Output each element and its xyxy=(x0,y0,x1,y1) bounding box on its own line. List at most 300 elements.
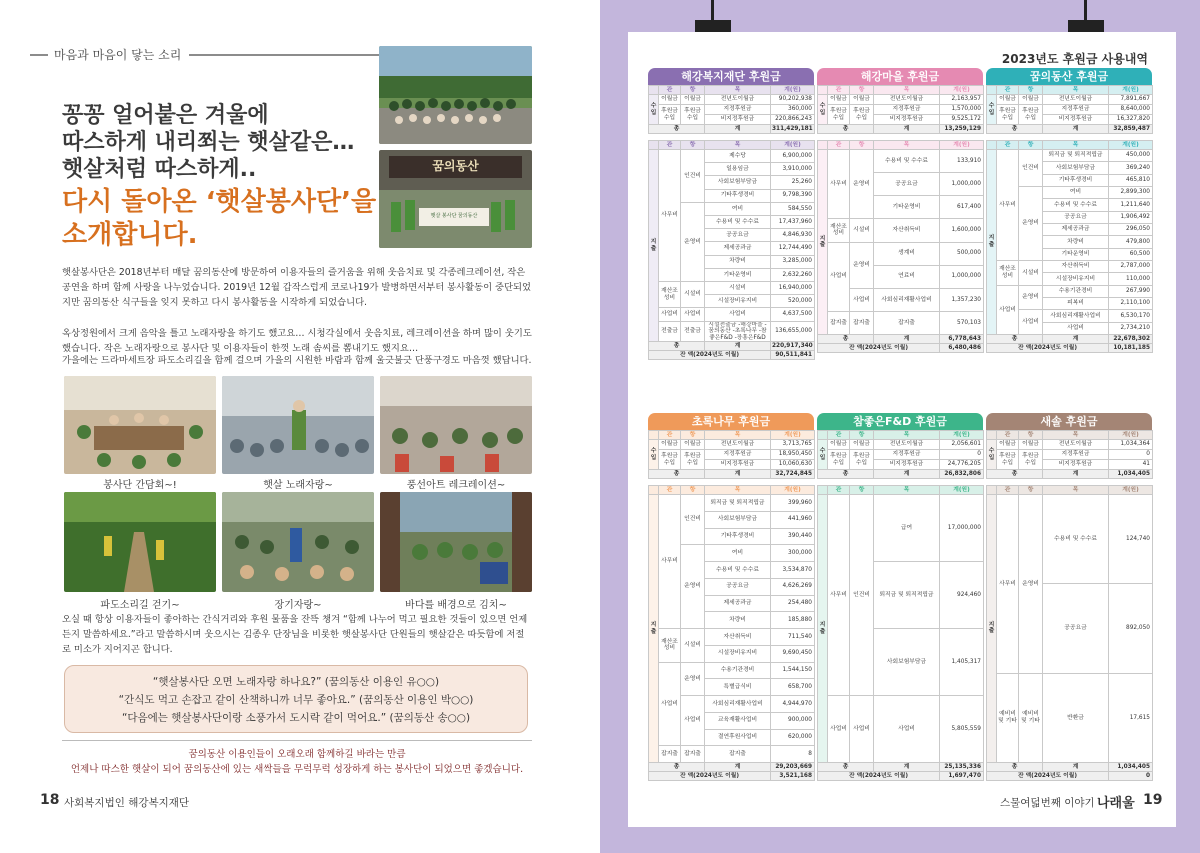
label-cell: 사업비 xyxy=(1043,322,1109,334)
label-cell: 비지정후원금 xyxy=(874,115,940,125)
header-cell: 목 xyxy=(874,141,940,150)
amount-cell: 520,000 xyxy=(771,295,815,308)
label-cell: 공공요금 xyxy=(1043,211,1109,223)
label-cell: 사업비 xyxy=(659,662,681,746)
header-cell: 관 xyxy=(659,431,681,440)
header-cell xyxy=(649,486,659,495)
label-cell: 기타후생경비 xyxy=(705,528,771,545)
amount-cell: 3,713,765 xyxy=(771,440,815,450)
label-cell: 후원금수입 xyxy=(997,105,1019,125)
label-cell: 사무비 xyxy=(828,495,850,696)
total-row xyxy=(818,470,984,479)
amount-cell: 10,060,630 xyxy=(771,460,815,470)
label-cell: 사회보험부담금 xyxy=(1043,162,1109,174)
balance-label: 잔 액(2024년도 이월) xyxy=(649,351,771,360)
total-label: 총 xyxy=(818,763,874,772)
amount-cell: 133,910 xyxy=(940,150,984,173)
balance-amount: 3,521,168 xyxy=(771,772,815,781)
amount-cell: 8 xyxy=(771,746,815,763)
header-cell: 계(원) xyxy=(940,86,984,95)
label-cell: 이월금 xyxy=(828,95,850,105)
header-cell: 항 xyxy=(681,486,705,495)
amount-cell: 254,480 xyxy=(771,595,815,612)
photo-trail-image xyxy=(64,492,216,592)
income-table xyxy=(817,430,984,479)
header-cell xyxy=(818,86,828,95)
label-cell: 후원금수입 xyxy=(850,105,874,125)
table-header-row xyxy=(649,486,815,495)
header-cell: 관 xyxy=(997,431,1019,440)
label-cell: 사업비 xyxy=(850,288,874,311)
header-cell: 목 xyxy=(705,141,771,150)
caption-singing: 햇살 노래자랑~ xyxy=(263,480,333,491)
amount-cell: 3,285,000 xyxy=(771,255,815,268)
label-cell: 기타후생경비 xyxy=(1043,174,1109,186)
header-cell: 목 xyxy=(874,431,940,440)
total-label: 총 xyxy=(649,125,705,134)
amount-cell: 1,211,640 xyxy=(1109,199,1153,211)
label-cell: 운영비 xyxy=(681,662,705,696)
label-cell: 시설장비유지비 xyxy=(705,645,771,662)
amount-cell: 1,357,230 xyxy=(940,288,984,311)
header-cell xyxy=(987,86,997,95)
label-cell: 전년도이월금 xyxy=(1043,440,1109,450)
amount-cell: 9,690,450 xyxy=(771,645,815,662)
panel-dream-garden xyxy=(986,68,1152,353)
closing-line-1: 꿈의동산 이용인들이 오래오래 함께하길 바라는 만큼 xyxy=(188,749,406,760)
photo-seaside-image xyxy=(380,492,532,592)
total-amount: 32,859,487 xyxy=(1109,125,1153,134)
amount-cell: 2,163,957 xyxy=(940,95,984,105)
balance-label: 잔 액(2024년도 이월) xyxy=(818,344,940,353)
label-cell: 제세공과금 xyxy=(705,595,771,612)
table-header-row xyxy=(987,486,1153,495)
label-cell: 사무비 xyxy=(997,495,1019,674)
table-row xyxy=(987,495,1153,584)
total-label-2: 계 xyxy=(1043,334,1109,343)
header-cell: 관 xyxy=(828,431,850,440)
header-cell: 관 xyxy=(828,486,850,495)
caption-talent: 장기자랑~ xyxy=(274,600,322,611)
amount-cell: 41 xyxy=(1109,460,1153,470)
label-cell: 사회심리재활사업비 xyxy=(1043,310,1109,322)
amount-cell: 711,540 xyxy=(771,629,815,646)
table-row xyxy=(649,95,815,105)
photo-talent xyxy=(222,492,374,592)
header-cell xyxy=(818,141,828,150)
label-cell: 여비 xyxy=(705,545,771,562)
header-cell: 관 xyxy=(659,486,681,495)
table-row xyxy=(649,282,815,295)
total-amount: 13,259,129 xyxy=(940,125,984,134)
panel-title: 새솔 후원금 xyxy=(986,413,1152,430)
amount-cell: 584,550 xyxy=(771,202,815,215)
label-cell: 전년도이월금 xyxy=(874,95,940,105)
amount-cell: 450,000 xyxy=(1109,150,1153,162)
label-cell: 비지정후원금 xyxy=(1043,115,1109,125)
table-header-row xyxy=(649,431,815,440)
table-header-row xyxy=(818,431,984,440)
label-cell: 사업비 xyxy=(659,308,681,321)
label-cell: 공공요금 xyxy=(705,578,771,595)
table-header-row xyxy=(818,141,984,150)
amount-cell: 9,525,172 xyxy=(940,115,984,125)
header-cell: 계(원) xyxy=(771,486,815,495)
amount-cell: 441,960 xyxy=(771,511,815,528)
total-row xyxy=(987,125,1153,134)
caption-balloon: 풍선아트 레크레이션~ xyxy=(406,480,506,491)
label-cell: 지정후원금 xyxy=(1043,105,1109,115)
label-cell: 지정후원금 xyxy=(705,105,771,115)
total-label: 총 xyxy=(818,470,874,479)
amount-cell: 1,906,492 xyxy=(1109,211,1153,223)
amount-cell: 8,640,000 xyxy=(1109,105,1153,115)
label-cell: 수용비 및 수수료 xyxy=(705,562,771,579)
label-cell: 시설비 xyxy=(850,219,874,242)
table-row xyxy=(649,746,815,763)
header-cell xyxy=(818,486,828,495)
amount-cell: 9,798,390 xyxy=(771,189,815,202)
amount-cell: 1,000,000 xyxy=(940,265,984,288)
header-cell: 목 xyxy=(1043,86,1109,95)
amount-cell: 1,405,317 xyxy=(940,629,984,696)
table-row xyxy=(818,105,984,115)
header-cell: 항 xyxy=(850,86,874,95)
header-cell: 목 xyxy=(1043,486,1109,495)
header-cell: 관 xyxy=(828,141,850,150)
label-cell: 차량비 xyxy=(705,255,771,268)
label-cell: 수용비 및 수수료 xyxy=(705,216,771,229)
header-cell: 계(원) xyxy=(771,141,815,150)
label-cell: 후원금수입 xyxy=(1019,105,1043,125)
photo-meeting xyxy=(64,376,216,474)
label-cell: 전출금 xyxy=(681,321,705,342)
panel-title: 꿈의동산 후원금 xyxy=(986,68,1152,85)
label-cell: 잡지출 xyxy=(874,311,940,334)
amount-cell: 267,990 xyxy=(1109,285,1153,297)
balance-row xyxy=(649,772,815,781)
quote-2: “간식도 먹고 손잡고 같이 산책하니까 너무 좋아요.” (꿈의동산 이용인 박○○) xyxy=(118,694,474,706)
total-label-2: 계 xyxy=(874,125,940,134)
label-cell: 이월금 xyxy=(681,440,705,450)
header-cell: 관 xyxy=(997,486,1019,495)
quote-3: “다음에는 햇살봉사단이랑 소풍가서 도시락 같이 먹어요.” (꿈의동산 송○○) xyxy=(121,712,471,724)
closing-line-2: 언제나 따스한 햇살이 되어 꿈의동산에 있는 새싹들을 무럭무럭 성장하게 하는 봉사단이 되었으면 좋겠습니다. xyxy=(70,764,524,775)
amount-cell: 2,632,260 xyxy=(771,268,815,281)
panel-haegang-village xyxy=(817,68,983,353)
page-number-right: 19 xyxy=(1143,792,1163,808)
total-amount: 32,724,845 xyxy=(771,470,815,479)
label-cell: 이월금 xyxy=(1019,440,1043,450)
amount-cell: 1,034,364 xyxy=(1109,440,1153,450)
header-cell: 계(원) xyxy=(940,486,984,495)
photo-sign-text: 꿈의동산 xyxy=(432,159,479,173)
label-cell: 이월금 xyxy=(850,95,874,105)
label-cell: 사업비 xyxy=(997,285,1019,334)
label-cell: 사업비 xyxy=(1019,310,1043,335)
header-cell: 계(원) xyxy=(940,431,984,440)
label-cell: 전출금 xyxy=(659,321,681,342)
label-cell: 비지정후원금 xyxy=(705,115,771,125)
label-cell: 피복비 xyxy=(1043,297,1109,309)
label-cell: 수용기관경비 xyxy=(705,662,771,679)
total-label-2: 계 xyxy=(874,335,940,344)
amount-cell: 570,103 xyxy=(940,311,984,334)
label-cell: 인건비 xyxy=(850,495,874,696)
section-label: 수입 xyxy=(818,95,828,125)
header-cell: 관 xyxy=(997,86,1019,95)
spend-table xyxy=(986,485,1153,781)
amount-cell: 1,544,150 xyxy=(771,662,815,679)
section-label: 수입 xyxy=(818,440,828,470)
total-label-2: 계 xyxy=(874,470,940,479)
body-paragraph-4: 오실 때 항상 이용자들이 좋아하는 간식거리와 후원 물품을 잔뜩 챙겨 “함께 나누어 먹고 필요한 것들이 있으면 언제든지 말씀하세요.”라고 말씀하시며 웃으시는 김종우 단장님을 비롯한 햇살봉사단 단원들의 햇살같은 따듯함에 저절로 미소가 지어지곤 합니다. xyxy=(62,614,528,655)
label-cell: 이월금 xyxy=(828,440,850,450)
balance-row xyxy=(649,351,815,360)
label-cell: 이월금 xyxy=(997,95,1019,105)
label-cell: 이월금 xyxy=(1019,95,1043,105)
table-row xyxy=(649,105,815,115)
amount-cell: 296,050 xyxy=(1109,223,1153,235)
balance-row xyxy=(987,771,1153,780)
table-row xyxy=(818,440,984,450)
label-cell: 잡지출 xyxy=(681,746,705,763)
spend-table xyxy=(817,140,984,353)
label-cell: 운영비 xyxy=(850,242,874,288)
body-paragraph-1: 햇살봉사단은 2018년부터 매달 꿈의동산에 방문하여 이용자들의 즐거움을 위해 웃음치료 및 각종레크레이션, 작은 공연을 하며 함께 사랑을 나누었습니다. 2019년 12월 갑작스럽게 코로나19가 발병하면서부터 봉사활동이 중단되었지만 꿈의동산 식구들을 잊지 못하고 다시 봉사활동을 시작하게 되었습니다. xyxy=(62,267,531,308)
total-label: 총 xyxy=(987,470,1043,479)
amount-cell: 399,960 xyxy=(771,495,815,512)
headline-line-5: 소개합니다. xyxy=(62,220,198,250)
label-cell: 지정후원금 xyxy=(1043,450,1109,460)
table-row xyxy=(649,308,815,321)
label-cell: 후원금수입 xyxy=(850,450,874,470)
label-cell: 전년도이월금 xyxy=(705,440,771,450)
photo-singing-image xyxy=(222,376,374,474)
header-cell: 관 xyxy=(659,86,681,95)
label-cell: 지정후원금 xyxy=(705,450,771,460)
panel-title: 참좋은F&D 후원금 xyxy=(817,413,983,430)
label-cell: 운영비 xyxy=(681,545,705,629)
income-table xyxy=(986,430,1153,479)
table-row xyxy=(987,260,1153,272)
total-label: 총 xyxy=(649,470,705,479)
header-cell: 계(원) xyxy=(940,141,984,150)
amount-cell: 90,202,938 xyxy=(771,95,815,105)
quote-box xyxy=(64,665,528,733)
label-cell: 시설비 xyxy=(705,282,771,295)
section-label: 지출 xyxy=(649,150,659,342)
header-cell: 계(원) xyxy=(771,86,815,95)
table-row xyxy=(818,242,984,265)
label-cell: 생계비 xyxy=(874,242,940,265)
amount-cell: 300,000 xyxy=(771,545,815,562)
label-cell: 잡지출 xyxy=(850,311,874,334)
label-cell: 공공요금 xyxy=(874,173,940,196)
label-cell: 여비 xyxy=(705,202,771,215)
spend-table xyxy=(986,140,1153,353)
balance-label: 잔 액(2024년도 이월) xyxy=(649,772,771,781)
section-header: 마음과 마음이 닿는 소리 xyxy=(30,46,419,63)
label-cell: 기타후생경비 xyxy=(705,189,771,202)
table-row xyxy=(818,696,984,763)
amount-cell: 16,940,000 xyxy=(771,282,815,295)
label-cell: 사업비 xyxy=(681,308,705,321)
section-label: 지출 xyxy=(818,150,828,335)
amount-cell: 17,000,000 xyxy=(940,495,984,562)
balance-label: 잔 액(2024년도 이월) xyxy=(818,772,940,781)
total-label: 총 xyxy=(649,342,705,351)
label-cell: 비지정후원금 xyxy=(705,460,771,470)
label-cell: 후원금수입 xyxy=(681,450,705,470)
label-cell: 후원금수입 xyxy=(828,105,850,125)
amount-cell: 0 xyxy=(1109,450,1153,460)
amount-cell: 2,056,601 xyxy=(940,440,984,450)
total-label-2: 계 xyxy=(705,125,771,134)
label-cell: 퇴직금 및 퇴직적립금 xyxy=(1043,150,1109,162)
report-title: 2023년도 후원금 사용내역 xyxy=(1001,52,1148,66)
label-cell: 시설전출금 -해강마을 -꿈의동산 -초록나무 -참좋은F&D -장흥은F&D xyxy=(705,321,771,342)
income-table xyxy=(648,430,815,479)
total-label: 총 xyxy=(649,763,705,772)
label-cell: 이월금 xyxy=(659,95,681,105)
photo-banner-text: 햇살 봉사단 꿈의동산 xyxy=(430,213,478,219)
amount-cell: 620,000 xyxy=(771,729,815,746)
photo-seaside xyxy=(380,492,532,592)
amount-cell: 24,776,205 xyxy=(940,460,984,470)
total-row xyxy=(987,762,1153,771)
label-cell: 시설장비유지비 xyxy=(1043,273,1109,285)
table-row xyxy=(649,629,815,646)
label-cell: 이월금 xyxy=(997,440,1019,450)
total-amount: 26,832,806 xyxy=(940,470,984,479)
label-cell: 사회심리재활사업비 xyxy=(874,288,940,311)
table-row xyxy=(649,495,815,512)
header-cell: 항 xyxy=(681,86,705,95)
label-cell: 이월금 xyxy=(850,440,874,450)
right-page xyxy=(600,0,1200,853)
label-cell: 시설장비유지비 xyxy=(705,295,771,308)
label-cell: 재산조성비 xyxy=(997,260,1019,285)
header-cell: 계(원) xyxy=(1109,486,1153,495)
total-row xyxy=(649,470,815,479)
closing-text xyxy=(62,740,532,777)
header-cell: 목 xyxy=(874,486,940,495)
label-cell: 사회심리재활사업비 xyxy=(705,696,771,713)
amount-cell: 12,744,490 xyxy=(771,242,815,255)
label-cell: 교육재활사업비 xyxy=(705,712,771,729)
header-cell xyxy=(818,431,828,440)
table-header-row xyxy=(818,486,984,495)
label-cell: 기타운영비 xyxy=(705,268,771,281)
footer-right-b: 나래울 xyxy=(1097,796,1135,811)
label-cell: 결연후원사업비 xyxy=(705,729,771,746)
total-label: 총 xyxy=(987,334,1043,343)
header-cell xyxy=(649,141,659,150)
photo-talent-image xyxy=(222,492,374,592)
label-cell: 비지정후원금 xyxy=(1043,460,1109,470)
amount-cell: 369,240 xyxy=(1109,162,1153,174)
amount-cell: 17,437,960 xyxy=(771,216,815,229)
balance-amount: 6,480,486 xyxy=(940,344,984,353)
total-row xyxy=(818,763,984,772)
label-cell: 특별급식비 xyxy=(705,679,771,696)
total-row xyxy=(818,335,984,344)
amount-cell: 617,400 xyxy=(940,196,984,219)
header-cell xyxy=(987,486,997,495)
header-cell: 항 xyxy=(1019,486,1043,495)
label-cell: 사업비 xyxy=(850,696,874,763)
header-cell: 관 xyxy=(659,141,681,150)
total-label-2: 계 xyxy=(705,342,771,351)
label-cell: 사회보험부담금 xyxy=(874,629,940,696)
total-label-2: 계 xyxy=(1043,125,1109,134)
label-cell: 후원금수입 xyxy=(681,105,705,125)
label-cell: 인건비 xyxy=(1019,150,1043,187)
header-cell: 항 xyxy=(1019,86,1043,95)
section-label: 수입 xyxy=(649,95,659,125)
amount-cell: 5,805,559 xyxy=(940,696,984,763)
label-cell: 공공요금 xyxy=(1043,584,1109,673)
amount-cell: 136,655,000 xyxy=(771,321,815,342)
balance-amount: 1,697,470 xyxy=(940,772,984,781)
total-row xyxy=(987,334,1153,343)
label-cell: 잡지출 xyxy=(705,746,771,763)
panel-title: 초록나무 후원금 xyxy=(648,413,814,430)
label-cell: 전년도이월금 xyxy=(874,440,940,450)
spend-table xyxy=(648,485,815,781)
label-cell: 운영비 xyxy=(681,202,705,281)
label-cell: 후원금수입 xyxy=(1019,450,1043,470)
amount-cell: 390,440 xyxy=(771,528,815,545)
table-row xyxy=(987,95,1153,105)
body-paragraph-2: 옥상정원에서 크게 음악을 틀고 노래자랑을 하기도 했고요… 시청각실에서 웃음치료, 레크레이션을 하며 많이 웃기도 했습니다. 작은 노래자랑으로 봉사단 및 이용자들이 한껏 노래 솜씨를 뽐내기도 했지요… xyxy=(62,328,532,354)
balance-row xyxy=(987,343,1153,352)
amount-cell: 0 xyxy=(940,450,984,460)
header-cell: 계(원) xyxy=(1109,141,1153,150)
table-row xyxy=(649,321,815,342)
section-label: 지출 xyxy=(987,150,997,335)
amount-cell: 360,000 xyxy=(771,105,815,115)
caption-seaside: 바다를 배경으로 김치~ xyxy=(405,600,507,611)
amount-cell: 465,810 xyxy=(1109,174,1153,186)
balance-amount: 10,181,185 xyxy=(1109,343,1153,352)
amount-cell: 16,327,820 xyxy=(1109,115,1153,125)
header-cell: 목 xyxy=(1043,431,1109,440)
header-cell: 목 xyxy=(705,86,771,95)
label-cell: 사무비 xyxy=(659,150,681,282)
panel-title: 해강마을 후원금 xyxy=(817,68,983,85)
section-label: 수입 xyxy=(649,440,659,470)
amount-cell: 6,530,170 xyxy=(1109,310,1153,322)
panel-haegang-welfare xyxy=(648,68,814,360)
section-label: 지출 xyxy=(649,495,659,763)
income-table xyxy=(648,85,815,134)
table-row xyxy=(649,440,815,450)
page-number-left: 18 xyxy=(40,792,60,808)
table-row xyxy=(649,662,815,679)
amount-cell: 18,950,450 xyxy=(771,450,815,460)
photo-group-outdoor xyxy=(379,46,532,144)
header-cell xyxy=(649,86,659,95)
label-cell: 자산취득비 xyxy=(705,629,771,646)
table-row xyxy=(649,150,815,163)
label-cell: 후원금수입 xyxy=(997,450,1019,470)
balance-amount: 0 xyxy=(1109,771,1153,780)
table-row xyxy=(818,95,984,105)
label-cell: 사업비 xyxy=(874,696,940,763)
label-cell: 재산조성비 xyxy=(659,282,681,308)
